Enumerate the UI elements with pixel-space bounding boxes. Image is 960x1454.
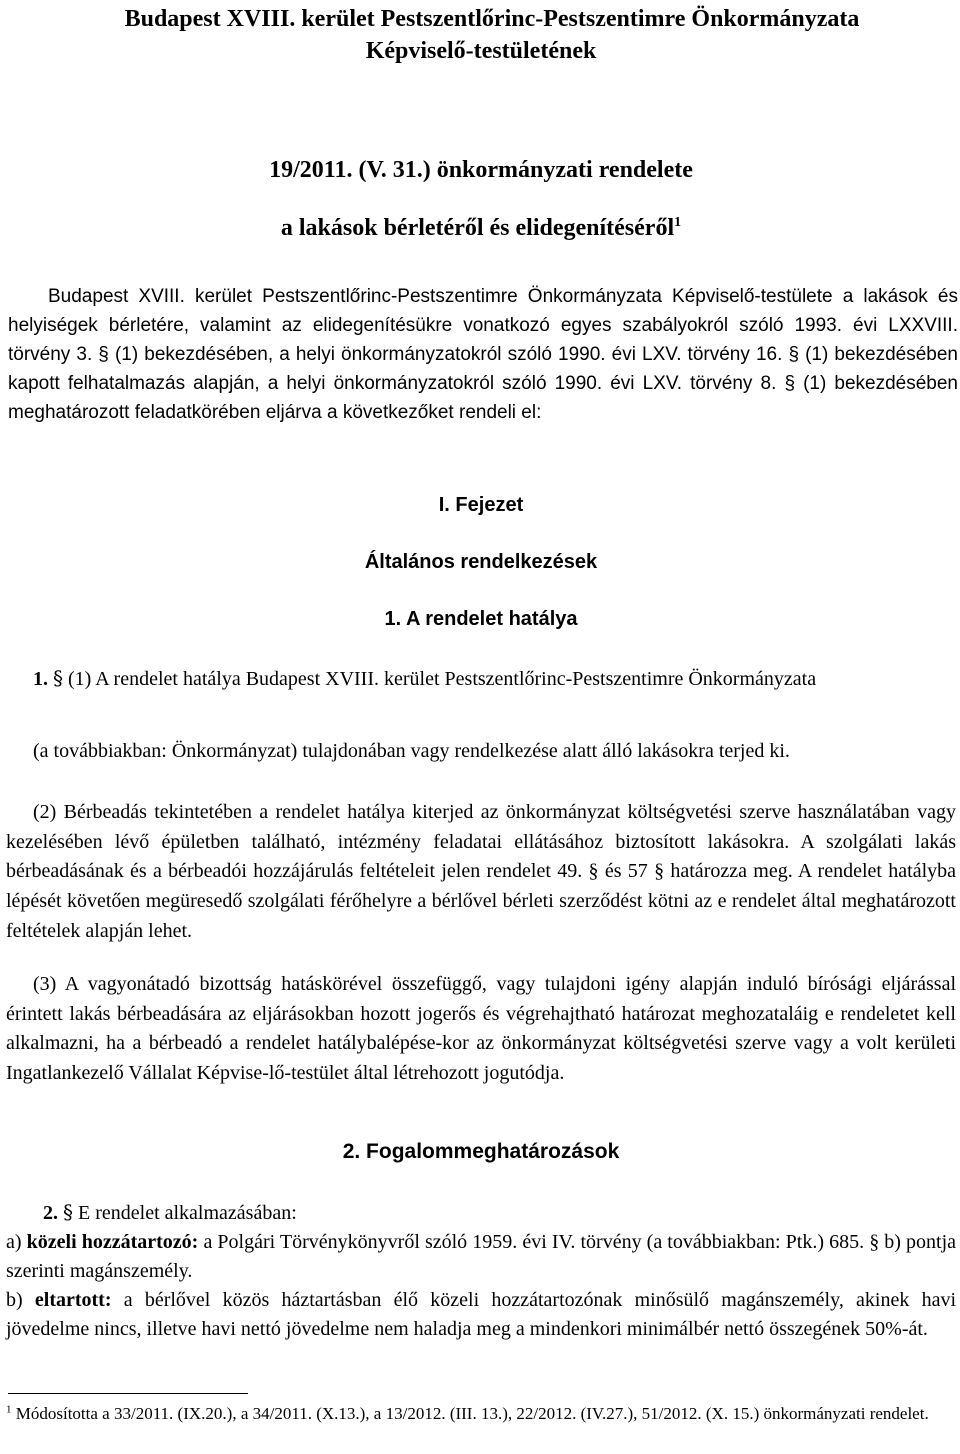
document-page <box>6 0 956 1454</box>
regulation-subject-text: a lakások bérletéről és elidegenítéséről <box>280 215 675 241</box>
definition-a-label: a) <box>6 1231 22 1253</box>
section2-intro <box>6 1198 956 1228</box>
section2-intro-text: E rendelet alkalmazásában: <box>78 1202 297 1224</box>
section1-paragraph3: (3) A vagyonátadó bizottság hatáskörével összefüggő, vagy tulajdoni igény alapján induló bírósági eljárással érintett lakás bérbeadására az eljárásokban hozott jogerős és végrehajtható határozat meghozataláig e rendeletet kell alkalmazni, ha a bérbeadó a rendelet hatálybalépése-kor az önkormányzat költségvetési szerve vagy a volt kerületi Ingatlankezelő Vállalat Képvise-lő-testület által létrehozott jogutódja. <box>6 973 956 1085</box>
definition-b-term: eltartott: <box>34 1289 112 1311</box>
regulation-subject <box>6 211 956 245</box>
document-title-line2: Képviselő-testületének <box>365 38 597 64</box>
definition-b <box>6 1286 956 1344</box>
section2-title: 2. Fogalommeghatározások <box>342 1140 620 1163</box>
section1-paragraph1-cont: (a továbbiakban: Önkormányzat) tulajdonában vagy rendelkezése alatt álló lakásokra terjed ki. <box>33 740 790 762</box>
section1-paragraph2: (2) Bérbeadás tekintetében a rendelet hatálya kiterjed az önkormányzat költségvetési szerve használatában vagy kezelésében lévő épületben található, intézmény feladatai ellátásához biztosított lakásokra. A szolgálati lakás bérbeadásának és a bérbeadói hozzájárulás feltételeit jelen rendelet 49. § és 57 § határozza meg. A rendelet hatályba lépését követően megüresedő szolgálati férőhelyre a bérlővel bérleti szerződést kötni az e rendelet által meghatározott feltételek alapján lehet. <box>6 801 956 942</box>
definition-a-text: a Polgári Törvénykönyvről szóló 1959. évi IV. törvény (a továbbiakban: Ptk.) 685. § b) pontja szerinti magánszemély. <box>6 1231 957 1282</box>
section2-number: 2. <box>43 1202 58 1224</box>
chapter-number: I. Fejezet <box>438 494 524 516</box>
section1-line1: (1) A rendelet hatálya Budapest XVIII. kerület Pestszentlőrinc-Pestszentimre Önkormányzata <box>68 668 817 690</box>
footnote-text: Módosította a 33/2011. (IX.20.), a 34/2011. (X.13.), a 13/2012. (III. 13.), 22/2012. (IV.27.), 51/2012. (X. 15.) önkormányzati rendelet. <box>15 1404 929 1423</box>
document-title-line1: Budapest XVIII. kerület Pestszentlőrinc-Pestszentimre Önkormányzata <box>124 6 860 32</box>
footnote <box>6 1402 956 1426</box>
section-symbol: § <box>53 666 63 690</box>
definition-b-text: a bérlővel közös háztartásban élő közeli hozzátartozónak minősülő magánszemély, akinek havi jövedelme nincs, illetve havi nettó jövedelme nem haladja meg a mindenkori minimálbér nettó összegének 50%-át. <box>6 1289 956 1340</box>
definition-b-label: b) <box>6 1289 23 1311</box>
section1-title: 1. A rendelet hatálya <box>384 608 578 630</box>
regulation-number: 19/2011. (V. 31.) önkormányzati rendelete <box>269 157 693 183</box>
section1-paragraph1 <box>6 664 956 694</box>
preamble: Budapest XVIII. kerület Pestszentlőrinc-Pestszentimre Önkormányzata Képviselő-testülete a lakások és helyiségek bérletére, valamint az elidegenítésükre vonatkozó egyes szabályokról szóló 1993. évi LXXVIII. törvény 3. § (1) bekezdésében, a helyi önkormányzatokról szóló 1990. évi LXV. törvény 16. § (1) bekezdésében kapott felhatalmazás alapján, a helyi önkormányzatokról szóló 1990. évi LXV. törvény 8. § (1) bekezdésében meghatározott feladatkörében eljárva a következőket rendeli el: <box>8 286 958 423</box>
definition-a-term: közeli hozzátartozó: <box>26 1231 199 1253</box>
footnote-reference[interactable]: 1 <box>674 215 682 230</box>
footnote-divider <box>8 1393 248 1394</box>
section1-number: 1. <box>33 668 48 690</box>
section-symbol: § <box>63 1200 73 1224</box>
definition-a <box>6 1228 956 1286</box>
section2-content <box>6 1198 956 1344</box>
chapter-title: Általános rendelkezések <box>364 551 598 573</box>
footnote-number: 1 <box>6 1403 12 1416</box>
